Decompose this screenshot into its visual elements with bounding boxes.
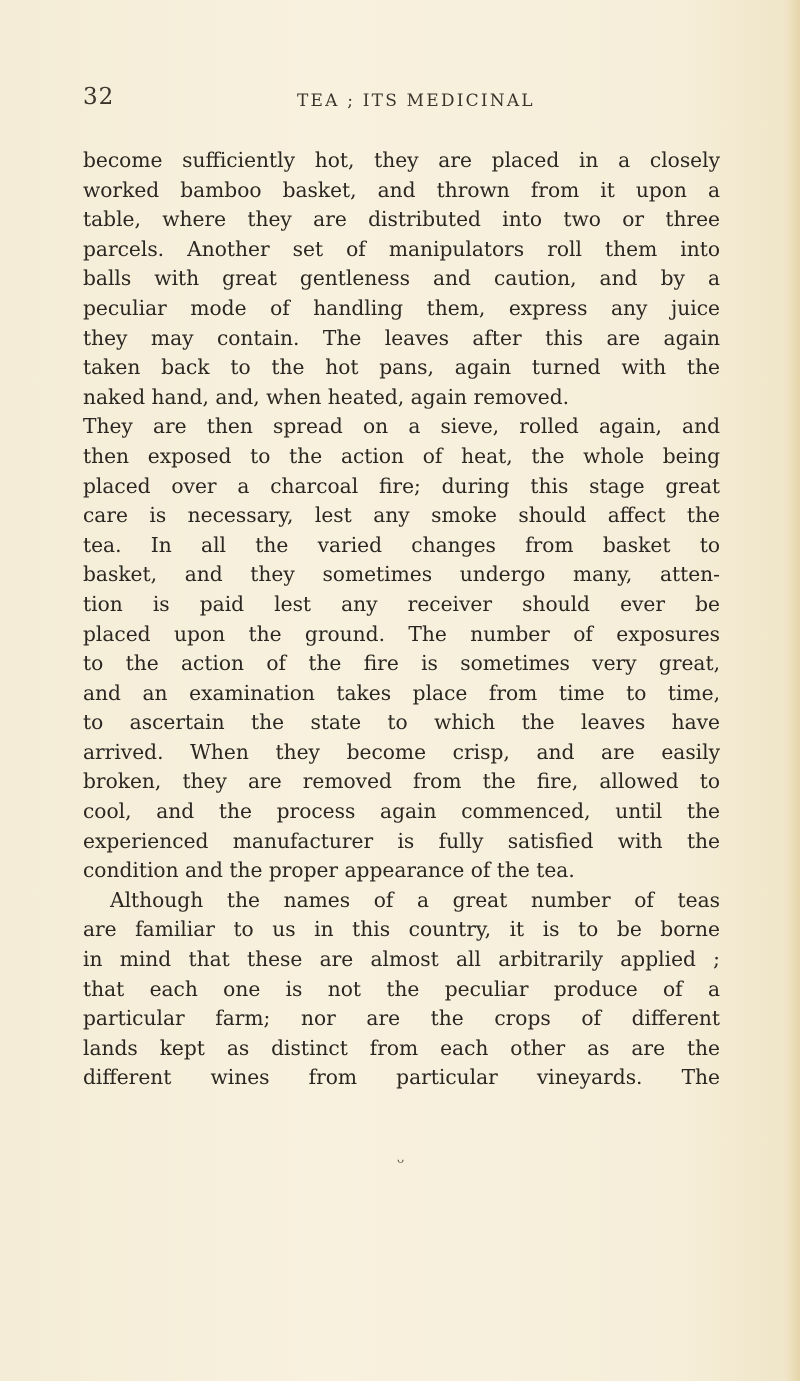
text-line: in mind that these are almost all arbitrarily applied ;: [83, 947, 720, 972]
text-line: particular farm; nor are the crops of different: [83, 1006, 720, 1031]
text-line: worked bamboo basket, and thrown from it upon a: [83, 177, 720, 202]
text-line: experienced manufacturer is fully satisfied with the: [83, 828, 720, 853]
signature-mark: ᴗ: [397, 1152, 405, 1166]
page-number: 32: [83, 84, 115, 110]
text-line: they may contain. The leaves after this are again: [83, 325, 720, 350]
text-line: are familiar to us in this country, it is to be borne: [83, 917, 720, 942]
text-line: then exposed to the action of heat, the whole being: [83, 443, 720, 468]
page-edge-stain: [786, 0, 800, 1381]
text-line: taken back to the hot pans, again turned with the: [83, 355, 720, 380]
text-line: parcels. Another set of manipulators roll them into: [83, 236, 720, 261]
text-line: cool, and the process again commenced, until the: [83, 799, 720, 824]
text-line: condition and the proper appearance of the tea.: [83, 858, 575, 883]
text-line: balls with great gentleness and caution, and by a: [83, 266, 720, 291]
text-line: table, where they are distributed into two or three: [83, 207, 720, 232]
text-line: lands kept as distinct from each other as are the: [83, 1035, 720, 1060]
text-line: to ascertain the state to which the leaves have: [83, 710, 720, 735]
text-line: broken, they are removed from the fire, allowed to: [83, 769, 720, 794]
text-line: Although the names of a great number of teas: [110, 887, 720, 912]
text-line: arrived. When they become crisp, and are easily: [83, 739, 720, 764]
text-line: They are then spread on a sieve, rolled again, and: [83, 414, 720, 439]
text-line: placed over a charcoal fire; during this stage great: [83, 473, 720, 498]
running-title: TEA ; ITS MEDICINAL: [297, 91, 535, 111]
text-line: placed upon the ground. The number of exposures: [83, 621, 720, 646]
text-line: become sufficiently hot, they are placed in a closely: [83, 148, 720, 172]
body-text: [83, 146, 720, 1093]
text-line: naked hand, and, when heated, again removed.: [83, 384, 570, 409]
text-line: to the action of the fire is sometimes very great,: [83, 651, 720, 676]
text-line: basket, and they sometimes undergo many, atten-: [83, 562, 720, 587]
text-line: and an examination takes place from time to time,: [83, 680, 720, 705]
text-line: that each one is not the peculiar produce of a: [83, 976, 720, 1001]
text-line: peculiar mode of handling them, express any juice: [83, 295, 720, 320]
text-line: care is necessary, lest any smoke should affect the: [83, 503, 720, 528]
text-line: different wines from particular vineyards. The: [83, 1065, 720, 1090]
text-line: tea. In all the varied changes from basket to: [83, 532, 720, 557]
text-line: tion is paid lest any receiver should ever be: [83, 591, 720, 616]
